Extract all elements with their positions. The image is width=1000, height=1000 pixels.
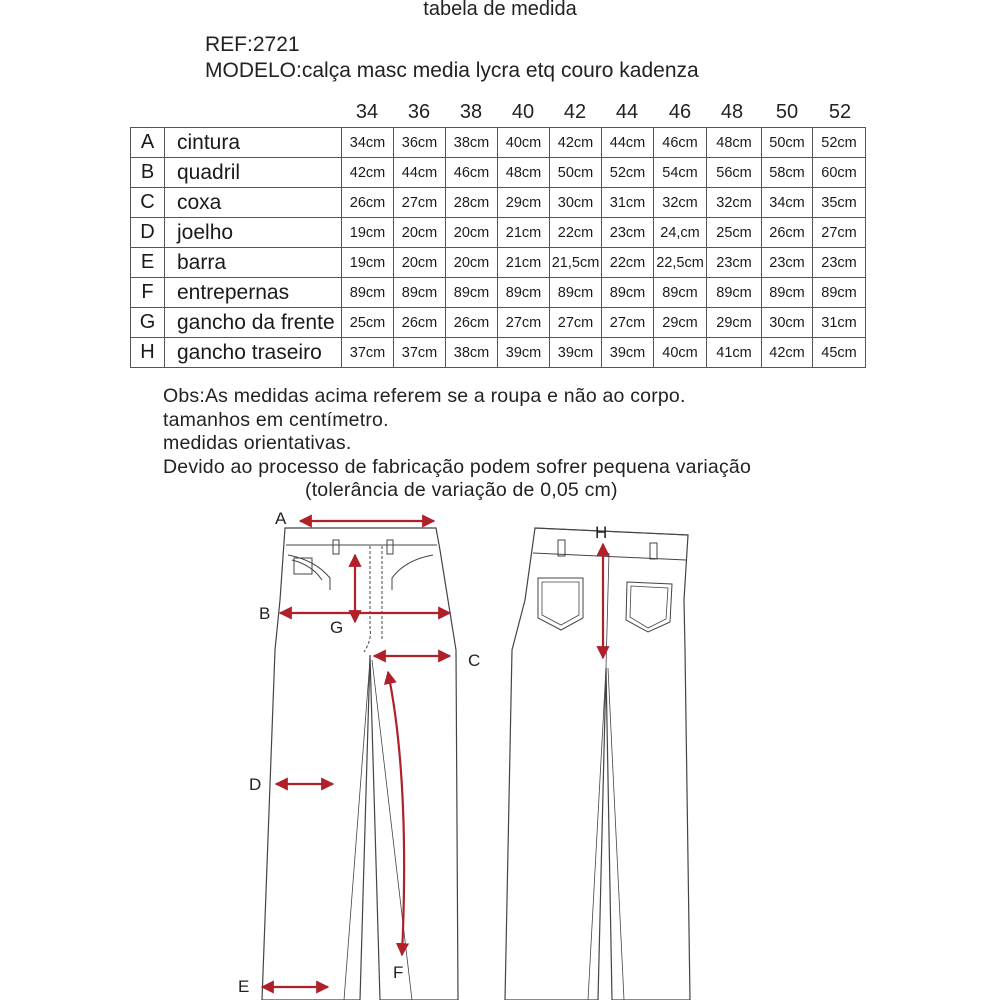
size-header: 38 [459,101,483,123]
measurement-cell: 89cm [550,278,602,308]
measurement-cell: 38cm [446,128,498,158]
measurement-cell: 27cm [498,308,550,338]
measurement-cell: 19cm [342,248,394,278]
row-label: gancho da frente [165,308,342,338]
diagram-label-c: C [468,651,481,670]
back-pocket-right-inner [630,586,668,628]
measurement-cell: 26cm [762,218,813,248]
measurement-cell: 31cm [602,188,654,218]
measurement-cell: 89cm [654,278,707,308]
measurement-cell: 23cm [813,248,866,278]
obs-line: (tolerância de variação de 0,05 cm) [305,479,618,501]
measurement-cell: 20cm [394,248,446,278]
measurement-cell: 54cm [654,158,707,188]
measurement-cell: 27cm [602,308,654,338]
back-outline [505,528,690,1000]
row-label: joelho [165,218,342,248]
obs-line: tamanhos em centímetro. [163,408,389,431]
table-row [131,338,866,368]
size-header-row [0,101,1000,125]
measurement-cell: 39cm [602,338,654,368]
belt-loop [650,543,657,559]
diagram-label-b: B [259,604,271,623]
measurement-cell: 39cm [550,338,602,368]
row-label: barra [165,248,342,278]
size-header: 40 [511,101,535,123]
row-letter: A [131,128,165,158]
pants-front-view [262,528,458,1000]
measurement-cell: 45cm [813,338,866,368]
back-inseam [588,668,624,1000]
measurement-cell: 23cm [762,248,813,278]
row-label: cintura [165,128,342,158]
measurement-cell: 23cm [602,218,654,248]
measurement-cell: 32cm [654,188,707,218]
obs-line: medidas orientativas. [163,432,352,454]
size-header: 48 [720,101,744,123]
measurement-cell: 28cm [446,188,498,218]
measurement-cell: 35cm [813,188,866,218]
measurement-cell: 29cm [654,308,707,338]
back-center-seam [606,553,609,668]
table-row [131,188,866,218]
row-letter: B [131,158,165,188]
measurement-cell: 34cm [762,188,813,218]
measurement-cell: 52cm [602,158,654,188]
measurement-cell: 27cm [813,218,866,248]
page-title: tabela de medida [423,0,577,20]
belt-loop [558,540,565,556]
measurement-cell: 46cm [654,128,707,158]
measurement-cell: 24,cm [654,218,707,248]
measurement-arrows [262,521,603,987]
size-header: 46 [668,101,692,123]
measurement-cell: 50cm [762,128,813,158]
measurement-cell: 39cm [498,338,550,368]
measurement-cell: 48cm [707,128,762,158]
measurement-cell: 34cm [342,128,394,158]
size-header: 42 [563,101,587,123]
back-waistband [533,528,688,560]
measurement-cell: 60cm [813,158,866,188]
size-header: 44 [615,101,639,123]
size-header: 52 [828,101,852,123]
row-letter: C [131,188,165,218]
measurement-cell: 19cm [342,218,394,248]
measurement-cell: 25cm [707,218,762,248]
measurement-cell: 42cm [342,158,394,188]
measurement-cell: 89cm [602,278,654,308]
row-label: entrepernas [165,278,342,308]
back-pocket-left [538,578,583,630]
fly-stitch [364,546,382,652]
back-pocket-left-inner [542,582,579,625]
size-header: 36 [407,101,431,123]
row-letter: D [131,218,165,248]
measurement-cell: 89cm [342,278,394,308]
size-header: 34 [355,101,379,123]
measurement-cell: 89cm [498,278,550,308]
measurement-cell: 21cm [498,248,550,278]
inseam-left [344,660,370,1000]
table-row [131,128,866,158]
measurement-cell: 89cm [762,278,813,308]
measurement-cell: 50cm [550,158,602,188]
measurement-cell: 22cm [602,248,654,278]
measurement-cell: 20cm [394,218,446,248]
back-pocket-right [626,582,672,632]
measurement-cell: 22cm [550,218,602,248]
table-row [131,308,866,338]
row-label: gancho traseiro [165,338,342,368]
measurement-cell: 30cm [762,308,813,338]
reference-code: REF:2721 [205,33,300,56]
measurement-cell: 52cm [813,128,866,158]
measurement-cell: 25cm [342,308,394,338]
table-row [131,218,866,248]
measurement-cell: 27cm [394,188,446,218]
belt-loop [333,540,339,554]
row-letter: H [131,338,165,368]
measurement-cell: 41cm [707,338,762,368]
table-row [131,158,866,188]
front-outline [262,528,458,1000]
pants-measurement-diagram [0,500,1000,1000]
diagram-label-h: H [595,523,608,542]
table-row [131,248,866,278]
row-letter: E [131,248,165,278]
measurement-cell: 26cm [342,188,394,218]
measurement-cell: 36cm [394,128,446,158]
diagram-label-e: E [238,977,250,996]
row-letter: F [131,278,165,308]
measurement-cell: 89cm [446,278,498,308]
measurement-cell: 44cm [394,158,446,188]
measurement-table [130,127,866,368]
table-row [131,278,866,308]
measurement-cell: 46cm [446,158,498,188]
measurement-cell: 89cm [813,278,866,308]
measurement-cell: 20cm [446,248,498,278]
observations [163,385,751,503]
diagram-label-g: G [330,618,344,637]
measurement-cell: 40cm [654,338,707,368]
diagram-label-d: D [249,775,262,794]
measurement-cell: 56cm [707,158,762,188]
obs-line: Devido ao processo de fabricação podem sofrer pequena variação [163,455,752,478]
measurement-cell: 89cm [707,278,762,308]
pants-back-view [505,528,690,1000]
measurement-cell: 44cm [602,128,654,158]
diagram-label-a: A [275,509,287,528]
front-pocket-right [392,555,433,590]
measurement-cell: 42cm [762,338,813,368]
measurement-cell: 23cm [707,248,762,278]
obs-line: Obs:As medidas acima referem se a roupa e não ao corpo. [163,385,686,407]
row-letter: G [131,308,165,338]
measurement-cell: 48cm [498,158,550,188]
measurement-cell: 89cm [394,278,446,308]
measurement-cell: 26cm [446,308,498,338]
diagram-label-f: F [393,963,404,982]
measurement-cell: 32cm [707,188,762,218]
measurement-cell: 31cm [813,308,866,338]
belt-loop [387,540,393,554]
measurement-cell: 26cm [394,308,446,338]
row-label: coxa [165,188,342,218]
measurement-cell: 21cm [498,218,550,248]
measurement-cell: 27cm [550,308,602,338]
coin-pocket [294,558,312,574]
measurement-cell: 20cm [446,218,498,248]
size-header: 50 [775,101,799,123]
measurement-cell: 37cm [394,338,446,368]
measurement-cell: 40cm [498,128,550,158]
measurement-cell: 42cm [550,128,602,158]
row-label: quadril [165,158,342,188]
measurement-cell: 30cm [550,188,602,218]
measurement-cell: 29cm [498,188,550,218]
measurement-cell: 58cm [762,158,813,188]
measurement-cell: 29cm [707,308,762,338]
measurement-cell: 38cm [446,338,498,368]
measurement-cell: 22,5cm [654,248,707,278]
model-description: MODELO:calça masc media lycra etq couro kadenza [205,59,699,82]
front-waistband [285,528,437,545]
measurement-cell: 21,5cm [550,248,602,278]
measurement-cell: 37cm [342,338,394,368]
